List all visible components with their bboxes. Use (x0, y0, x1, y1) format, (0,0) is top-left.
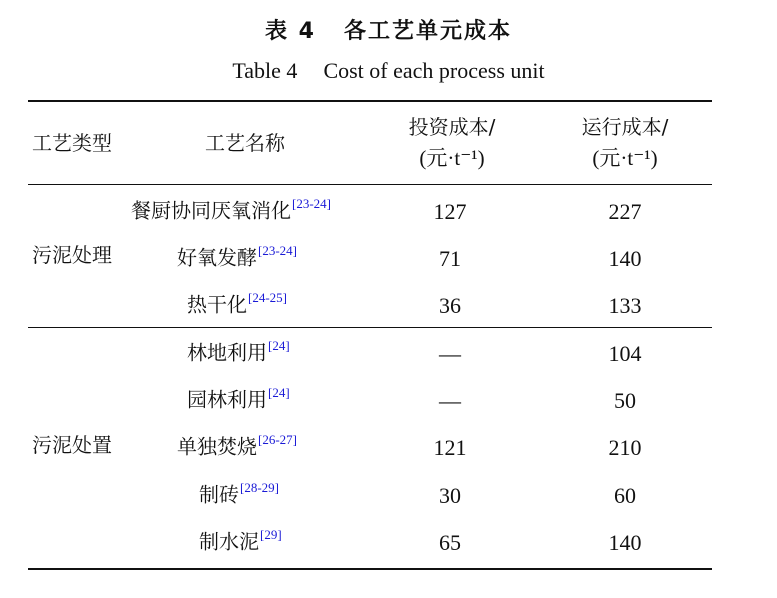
process-name: 园林利用[24] (187, 385, 290, 412)
citation-link[interactable]: [24] (268, 385, 290, 400)
process-name: 餐厨协同厌氧消化[23-24] (131, 196, 331, 223)
operating-cost-value: 50 (614, 388, 636, 413)
header-investment-unit: (元·t⁻¹) (419, 146, 485, 170)
operating-cost-value: 104 (608, 341, 642, 366)
group-type-sludge-disposal: 污泥处置 (32, 433, 112, 457)
header-process-type: 工艺类型 (32, 131, 112, 155)
investment-cost-value: — (439, 388, 461, 413)
bottom-rule (28, 568, 712, 570)
group-separator-rule (28, 327, 712, 328)
investment-cost-value: 71 (439, 246, 461, 271)
investment-cost-value: — (439, 341, 461, 366)
operating-cost-value: 140 (608, 530, 642, 555)
citation-link[interactable]: [26-27] (258, 432, 297, 447)
table-caption-en: Cost of each process unit (323, 58, 545, 83)
header-operating-cost: 运行成本/ (581, 115, 669, 139)
table-title-cn (0, 14, 777, 45)
header-process-name: 工艺名称 (205, 131, 285, 155)
process-name: 制水泥[29] (199, 527, 282, 554)
header-investment-cost: 投资成本/ (408, 115, 496, 139)
operating-cost-value: 227 (608, 199, 642, 224)
table-number-cn: 表 4 (265, 19, 316, 44)
header-rule (28, 184, 712, 185)
investment-cost-value: 127 (433, 199, 467, 224)
citation-link[interactable]: [28-29] (240, 480, 279, 495)
operating-cost-value: 133 (608, 293, 642, 318)
process-name: 制砖[28-29] (199, 480, 279, 507)
process-name: 林地利用[24] (187, 338, 290, 365)
process-name: 好氧发酵[23-24] (177, 243, 297, 270)
citation-link[interactable]: [24] (268, 338, 290, 353)
top-rule (28, 100, 712, 102)
investment-cost-value: 36 (439, 293, 461, 318)
group-type-sludge-treatment: 污泥处理 (32, 243, 112, 267)
investment-cost-value: 121 (433, 435, 467, 460)
table-number-en: Table 4 (232, 58, 298, 83)
citation-link[interactable]: [23-24] (258, 243, 297, 258)
process-name: 热干化[24-25] (187, 290, 287, 317)
table-title-en (0, 58, 777, 84)
operating-cost-value: 140 (608, 246, 642, 271)
table-caption-cn: 各工艺单元成本 (343, 19, 512, 44)
citation-link[interactable]: [24-25] (248, 290, 287, 305)
operating-cost-value: 210 (608, 435, 642, 460)
citation-link[interactable]: [23-24] (292, 196, 331, 211)
operating-cost-value: 60 (614, 483, 636, 508)
header-operating-unit: (元·t⁻¹) (592, 146, 658, 170)
investment-cost-value: 65 (439, 530, 461, 555)
citation-link[interactable]: [29] (260, 527, 282, 542)
investment-cost-value: 30 (439, 483, 461, 508)
process-name: 单独焚烧[26-27] (177, 432, 297, 459)
